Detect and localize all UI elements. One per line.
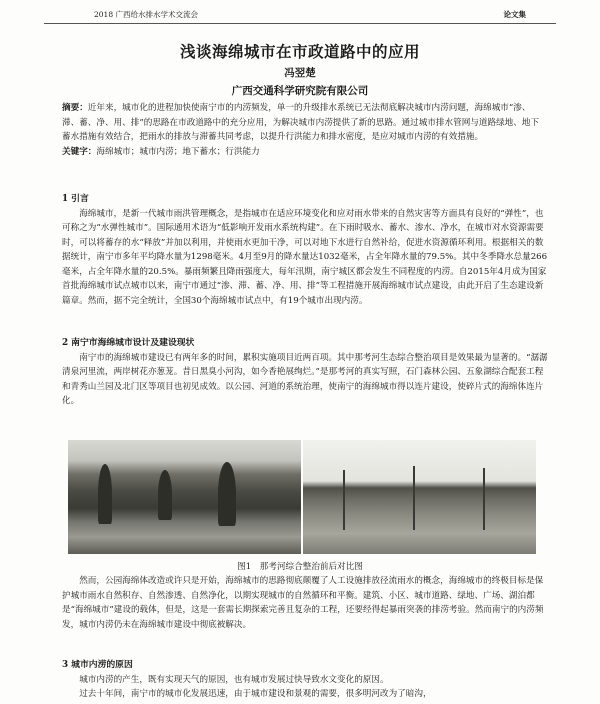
keywords-text: 海绵城市；城市内涝；地下蓄水；行洪能力 bbox=[96, 146, 260, 157]
figure-photo-after bbox=[68, 440, 301, 554]
post-shape bbox=[483, 468, 485, 530]
section-intro bbox=[62, 192, 548, 308]
abstract-body bbox=[62, 101, 544, 145]
post-shape bbox=[413, 466, 415, 530]
section-status bbox=[62, 336, 548, 409]
title-block bbox=[44, 40, 556, 98]
abstract bbox=[62, 101, 544, 159]
header-conference: 2018 广西给水排水学术交流会 bbox=[94, 10, 198, 19]
figure-photo-before bbox=[303, 440, 536, 554]
paragraph: 过去十年间，南宁市的城市化发展迅速，由于城市建设和景观的需要，很多明河改为了暗沟， bbox=[79, 689, 432, 699]
paragraph: 海绵城市，是新一代城市雨洪管理概念，是指城市在适应环境变化和应对雨水带来的自然灾害等方面具有良好的“弹性”，也可称之为“水弹性城市”。国际通用术语为“低影响开发雨水系统构建”。在下雨时吸水、蓄水、渗水、净水，在城市对水资源需要时，可以将蓄存的水“释放”并加以利用，并使雨水更加干净，可以对地下水进行自然补给，促进水资源循环利用。根据相关的数据统计，南宁市多年平均降水量为1298毫米。4月至9月的降水量达1032毫米，占全年降水量的79.5%。其中冬季降水总量266毫米，占全年降水量的20.5%。暴雨频繁且降雨强度大，每年汛期，南宁城区都会发生不同程度的内涝。自2015年4月成为国家首批海绵城市试点城市以来，南宁市通过“渗、滞、蓄、净、用、排”等工程措施开展海绵城市试点建设，由此开启了生态建设新篇章。然而，据不完全统计，全国30个海绵城市试点中，有19个城市出现内涝。 bbox=[62, 208, 548, 306]
keywords-label: 关键字： bbox=[62, 146, 97, 157]
section-causes bbox=[62, 658, 548, 702]
tree-shape bbox=[218, 462, 236, 526]
paragraph: 城市内涝的产生，既有实现天气的原因，也有城市发展过快导致水文变化的原因。 bbox=[79, 674, 389, 685]
abstract-text: 近年来，城市化的进程加快使南宁市的内涝频发，单一的升级排水系统已无法彻底解决城市内涝问题，海绵城市“渗、滞、蓄、净、用、排”的思路在市政道路中的充分应用，为解决城市内涝提供了新的思路。通过城市排水管网与道路绿地、地下蓄水措施有效结合，把雨水的排放与滞蓄共同考虑，以提升行洪能力和排水密度，是应对城市内涝的有效措施。 bbox=[62, 103, 540, 142]
paragraph: 然而，公园海绵体改造或许只是开始，海绵城市的思路彻底颠覆了人工设施排放径流雨水的概念，海绵城市的终极目标是保护城市雨水自然积存、自然渗透、自然净化，以期实现城市的自然循环和平衡。建筑、小区、城市道路、绿地、广场、湖泊都是“海绵城市”建设的载体，但是，这是一套需长期探索完善且复杂的工程，还要经得起暴雨突袭的排涝考验。然而南宁的内涝频发，城市内涝仍未在海绵城市建设中彻底被解决。 bbox=[62, 576, 544, 630]
tree-shape bbox=[158, 470, 172, 520]
section-heading: 3 城市内涝的原因 bbox=[62, 660, 133, 670]
post-shape bbox=[343, 470, 345, 530]
keywords bbox=[62, 145, 544, 160]
paper-title: 浅谈海绵城市在市政道路中的应用 bbox=[179, 42, 420, 61]
section-status-continued bbox=[62, 574, 548, 632]
section-heading: 2 南宁市海绵城市设计及建设现状 bbox=[62, 338, 195, 348]
running-header bbox=[44, 9, 556, 24]
figure-comparison bbox=[68, 440, 536, 554]
section-heading: 1 引言 bbox=[62, 194, 89, 204]
figure-caption: 图1 那考河综合整治前后对比图 bbox=[237, 562, 363, 572]
paper-author: 冯翌楚 bbox=[284, 67, 316, 79]
abstract-label: 摘要： bbox=[62, 103, 88, 113]
header-proceedings: 论文集 bbox=[503, 10, 526, 19]
paper-affiliation: 广西交通科学研究院有限公司 bbox=[231, 85, 369, 97]
paragraph: 南宁市的海绵城市建设已有两年多的时间，累积实施项目近两百项。其中那考河生态综合整治项目是效果最为显著的。“潺潺清泉河里流，两岸树花亦葱茏。昔日黑臭小河沟，如今香艳展绚烂。”是那考河的真实写照，石门森林公园、五象湖综合配套工程和青秀山兰园及北门区等项目也初见成效。以公园、河道的系统治理，使南宁的海绵城市得以连片建设，使碎片式的海绵体连片化。 bbox=[62, 352, 548, 406]
tree-shape bbox=[98, 464, 112, 524]
